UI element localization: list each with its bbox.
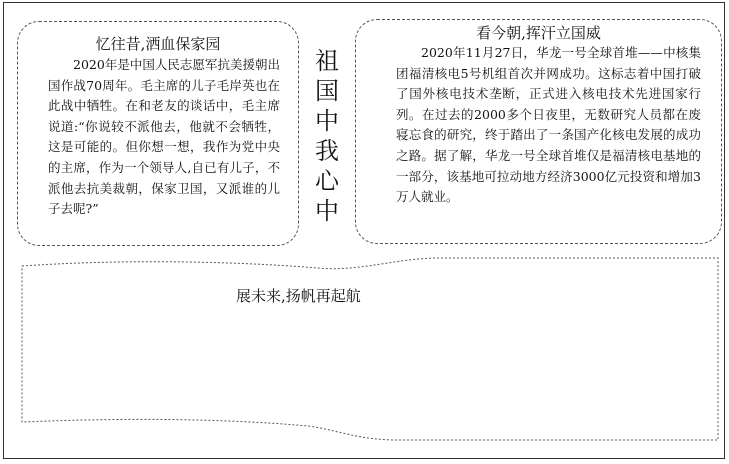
- right-panel: [355, 19, 722, 244]
- center-title-char: 国: [315, 77, 339, 105]
- center-title-char: 我: [315, 137, 339, 165]
- center-vertical-title: [312, 46, 342, 226]
- right-panel-body: [356, 43, 721, 208]
- center-title-char: 中: [315, 107, 339, 135]
- right-panel-title: 看今朝,挥汗立国威: [476, 24, 601, 42]
- wave-border: [18, 256, 723, 446]
- left-panel-body: [18, 55, 298, 220]
- bottom-wave-panel: [18, 256, 723, 446]
- right-panel-paragraph: 2020年11月27日，华龙一号全球首堆——中核集团福清核电5号机组首次并网成功。这标志着中国打破了国外核电技术垄断，正式进入核电技术先进国家行列。在过去的2000多个日夜里，无数研究人员都在废寝忘食的研究，终于踏出了一条国产化核电发展的成功之路。据了解，华龙一号全球首堆仅是福清核电基地的一部分，该基地可拉动地方经济3000亿元投资和增加3万人就业。: [396, 45, 701, 205]
- left-panel-title: 忆往昔,洒血保家园: [95, 35, 221, 53]
- left-panel: [17, 21, 299, 246]
- left-panel-paragraph: 2020年是中国人民志愿军抗美援朝出国作战70周年。毛主席的儿子毛岸英也在此战中牺牲。在和老友的谈话中，毛主席说道:“你说较不派他去，他就不会牺牲，这是可能的。但你想一想，我作为党中央的主席，作为一个领导人,自已有儿子，不派他去抗美裁朝，保家卫国，又派谁的儿子去呢?”: [48, 57, 280, 217]
- center-title-char: 中: [315, 197, 339, 225]
- center-title-char: 祖: [315, 47, 339, 75]
- bottom-panel-title: 展未来,扬帆再起航: [236, 287, 361, 305]
- center-title-char: 心: [315, 167, 339, 195]
